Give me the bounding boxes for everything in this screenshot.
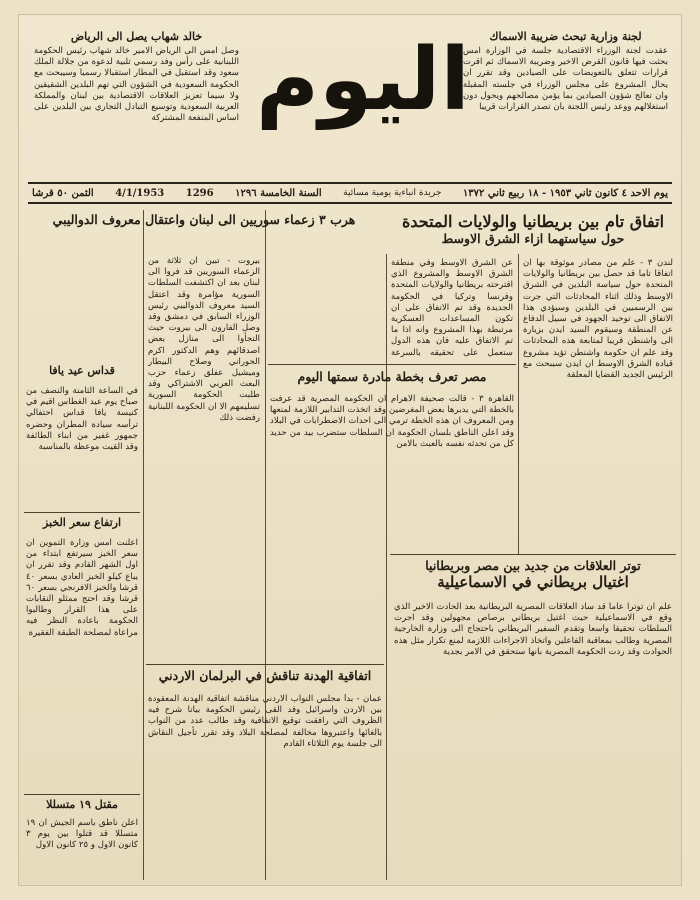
syrians-article-body: بيروت - تبين ان ثلاثة من الزعماء السوريين قد فروا الى لبنان بعد ان اكتشفت السلطات السورية مؤامرة وقد اعتقل السيد معروف الدواليبي رئيس الوزراء السابق في دمشق وقد وصل الفارون الى بيروت حيث التجأوا الى منازل بعض اصدقائهم وهم الدكتور اكرم الحوراني وصلاح البيطار وميشيل عفلق زعماء حزب البعث العربي الاشتراكي وقد طلبت الحكومة السورية تسليمهم الا ان الحكومة اللبنانية رفضت ذلك (148, 256, 260, 423)
relations-headline-block (390, 558, 676, 598)
price: الثمن ٥٠ قرشا (32, 187, 94, 199)
info-bar (28, 182, 672, 204)
bread-headline: ارتفاع سعر الخبز (42, 516, 122, 529)
relations-subheadline: اغتيال بريطاني في الاسماعيلية (437, 573, 629, 591)
issue-date: يوم الاحد ٤ كانون ثاني ١٩٥٣ - ١٨ ربيع ثاني ١٣٧٢ (462, 187, 668, 199)
syrians-headline-block (26, 212, 382, 252)
main-headline-block (390, 212, 676, 254)
main-subheadline: حول سياستهما ازاء الشرق الاوسط (441, 231, 625, 246)
bread-article-body: اعلنت امس وزارة التموين ان سعر الخبز سيرتفع ابتداء من اول الشهر القادم وقد تقرر ان يباع كيلو الخبز العادي بسعر ٤٠ قرشا والخبز الافرنجي بسعر ٦٠ قرشا وقد احتج ممثلو النقابات على هذا القرار وطالبوا الحكومة باعادة النظر فيه مراعاة لمصلحة الطبقة الفقيرة (26, 538, 138, 638)
rule (390, 554, 676, 555)
issue-year: السنة الخامسة ١٢٩٦ (235, 187, 322, 199)
column-divider (143, 210, 144, 880)
rule (24, 794, 140, 795)
newspaper-logo: اليوم (256, 30, 470, 130)
jerusalem-headline-block (24, 364, 140, 384)
rule (146, 664, 384, 665)
bread-headline-block (24, 516, 140, 536)
hudna-headline: اتفاقية الهدنة تناقش في البرلمان الاردني (158, 668, 372, 683)
hudna-headline-block (146, 668, 384, 690)
syrians-headline: هرب ٣ زعماء سوريين الى لبنان واعتقال معروف الدواليبي (52, 212, 356, 227)
main-headline: اتفاق تام بين بريطانيا والولايات المتحدة (401, 212, 665, 231)
egypt-article-body: القاهرة ٣ - قالت صحيفة الاهرام ان الحكومة المصرية قد عرفت بالخطة التي يدبرها بعض المغرضين وقد اتخذت التدابير اللازمة لمنعها ومن المعروف ان هذه الخطة ترمي الى احداث الاضطرابات في البلاد وقد اعلن الناطق بلسان الحكومة ان السلطات ستضرب بيد من حديد كل من تحدثه نفسه بالعبث بالامن (270, 394, 514, 449)
egypt-headline-block (268, 369, 516, 391)
killed-article-body: اعلن ناطق باسم الجيش ان ١٩ متسللا قد قتلوا بين يوم ٣ كانون الاول و ٢٥ كانون الاول (26, 818, 138, 851)
rule (24, 512, 140, 513)
egypt-headline: مصر تعرف بخطة مادرة سمتها اليوم (297, 369, 487, 384)
masthead-left-box (34, 30, 239, 144)
issue-date-numeric: 4/1/1953 (115, 187, 165, 199)
newspaper-page (18, 14, 682, 886)
issue-number: 1296 (185, 187, 214, 199)
column-divider (386, 254, 387, 880)
right-box-title: لجنة وزارية تبحث ضريبة الاسماك (489, 30, 642, 43)
rule (268, 364, 516, 365)
right-box-body: عقدت لجنة الوزراء الاقتصادية جلسة في الوزارة امس بحثت فيها قانون القرض الاخير وضريبة الاسماك ثم اقرت قرارات تتعلق بالتعويضات على الصيادين وقد تقرر ان يحال المشروع على مجلس الوزراء في جلسته المقبلة وان تعالج شؤون الصيادين بما يؤمن مصالحهم ويحول دون استغلالهم ووعد رئيس اللجنة بان تصدر القرارات قريبا (463, 46, 668, 113)
jerusalem-headline: قداس عيد يافا (49, 364, 115, 377)
hudna-article-body: عمان - بدأ مجلس النواب الاردني مناقشة اتفاقية الهدنة المعقودة بين الاردن واسرائيل وقد القى رئيس الحكومة بيانا شرح فيه الظروف التي رافقت توقيع الاتفاقية وقد طالب عدد من النواب بالغائها واعتبروها مخالفة لمصلحة البلاد وقد تقرر تأجيل النقاش الى جلسة يوم الثلاثاء القادم (148, 694, 382, 749)
main-article-col-a: لندن ٣ - علم من مصادر موثوقة بها ان اتفاقا تاما قد حصل بين بريطانيا والولايات المتحدة حول سياسة البلدين في الشرق الاوسط وذلك اثناء المحادثات التي جرت بين الرسميين في البلدين وسيؤدي هذا الاتفاق الى توحيد الجهود في سبيل الدفاع عن المنطقة وسيقوم السيد ايدن بزيارة الى واشنطن قريبا لمتابعة هذه المحادثات وقد علم ان حكومة واشنطن تؤيد مشروع قيادة الشرق الاوسط ان ايدن سيبحث مع الرئيس الجديد القضايا المعلقة (523, 258, 673, 381)
masthead-right-box (463, 30, 668, 158)
relations-article-body: علم ان توترا عاما قد ساد العلاقات المصرية البريطانية بعد الحادث الاخير الذي وقع في الاسماعيلية حيث اغتيل بريطاني برصاص مجهولين وقد اجرت السلطات تحقيقا واسعا وتقدم السفير البريطاني باحتجاج الى وزارة الخارجية المصرية وطالب بمعاقبة الفاعلين واتخاذ الاجراءات اللازمة لمنع تكرار مثل هذه الحوادث وقد ردت الحكومة المصرية بانها ستحقق في الامر بجدية (394, 602, 672, 657)
column-divider (518, 254, 519, 554)
killed-headline: مقتل ١٩ متسللا (46, 798, 118, 811)
left-box-body: وصل امس الى الرياض الامير خالد شهاب رئيس الحكومة اللبنانية على رأس وفد رسمي تلبية لدعوة من جلالة الملك سعود وقد استقبل في المطار استقبالا رسميا وسيبحث مع الحكومة السعودية في الشؤون التي تهم البلدين الشقيقين ولا سيما تعزيز العلاقات الاقتصادية بين لبنان والمملكة العربية السعودية وتوسيع التبادل التجاري بين البلدين على اساس المنفعة المشتركة (34, 46, 239, 124)
main-article-col-b: عن الشرق الاوسط وفي منطقة الشرق الاوسط والمشروع الذي اقترحته بريطانيا والولايات المتحدة وفرنسا وتركيا في الحكومة الجديدة وقد تم الاتفاق على ان تكون المساعدات العسكرية مرتبطة بهذا المشروع وانه اذا ما تم الاتفاق عليه فان هذه الدول ستعمل على تحقيقه بالسرعة (391, 258, 513, 358)
tagline: جريدة انباءية يومية مسائية (343, 188, 442, 198)
killed-headline-block (24, 798, 140, 816)
jerusalem-article-body: في الساعة الثامنة والنصف من صباح يوم عيد الغطاس اقيم في كنيسة يافا قداس احتفالي ترأسه سيادة المطران وحضره جمهور غفير من ابناء الطائفة وقد القيت موعظة بالمناسبة (26, 386, 138, 453)
left-box-title: خالد شهاب يصل الى الرياض (70, 30, 203, 43)
relations-headline: توتر العلاقات من جديد بين مصر وبريطانيا (425, 558, 641, 573)
